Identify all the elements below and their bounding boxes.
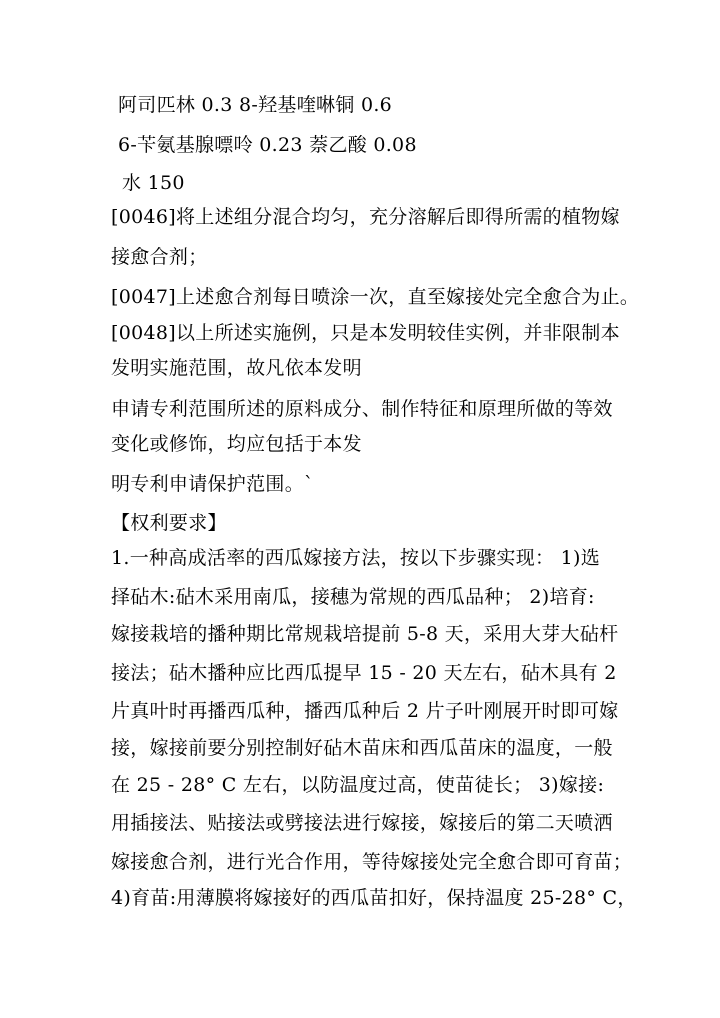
text-line: 明专利申请保护范围。`: [111, 473, 314, 495]
text-line: 在 25 - 28° C 左右，以防温度过高，使苗徒长； 3)嫁接:: [111, 774, 605, 796]
text-line: 1.一种高成活率的西瓜嫁接方法，按以下步骤实现： 1)选: [111, 547, 601, 569]
text-line: 4)育苗:用薄膜将嫁接好的西瓜苗扣好，保持温度 25-28° C，: [111, 887, 637, 909]
text-line: 嫁接栽培的播种期比常规栽培提前 5-8 天，采用大芽大砧杆: [111, 623, 619, 645]
text-line: 变化或修饰，均应包括于本发: [111, 433, 362, 455]
text-line: 接愈合剂；: [111, 246, 208, 268]
text-line: [0047]上述愈合剂每日喷涂一次，直至嫁接处完全愈合为止。: [111, 286, 640, 308]
text-line: 接，嫁接前要分别控制好砧木苗床和西瓜苗床的温度，一般: [111, 737, 613, 759]
text-line: 片真叶时再播西瓜种，播西瓜种后 2 片子叶刚展开时即可嫁: [111, 700, 619, 722]
text-line: [0048]以上所述实施例，只是本发明较佳实例，并非限制本: [111, 322, 620, 344]
section-heading: 【权利要求】: [111, 512, 227, 534]
text-line: 接法；砧木播种应比西瓜提早 15 - 20 天左右，砧木具有 2: [111, 662, 617, 684]
text-line: 6-苄氨基腺嘌呤 0.23 萘乙酸 0.08: [118, 134, 417, 156]
text-line: 水 150: [122, 172, 185, 194]
text-line: 申请专利范围所述的原料成分、制作特征和原理所做的等效: [111, 398, 613, 420]
text-line: [0046]将上述组分混合均匀，充分溶解后即得所需的植物嫁: [111, 206, 620, 228]
text-line: 用插接法、贴接法或劈接法进行嫁接，嫁接后的第二天喷洒: [111, 812, 613, 834]
text-line: 择砧木:砧木采用南瓜，接穗为常规的西瓜品种； 2)培育:: [111, 586, 595, 608]
text-line: 阿司匹林 0.3 8-羟基喹啉铜 0.6: [118, 94, 393, 116]
text-line: 发明实施范围，故凡依本发明: [111, 357, 362, 379]
text-line: 嫁接愈合剂，进行光合作用，等待嫁接处完全愈合即可育苗；: [111, 851, 633, 873]
